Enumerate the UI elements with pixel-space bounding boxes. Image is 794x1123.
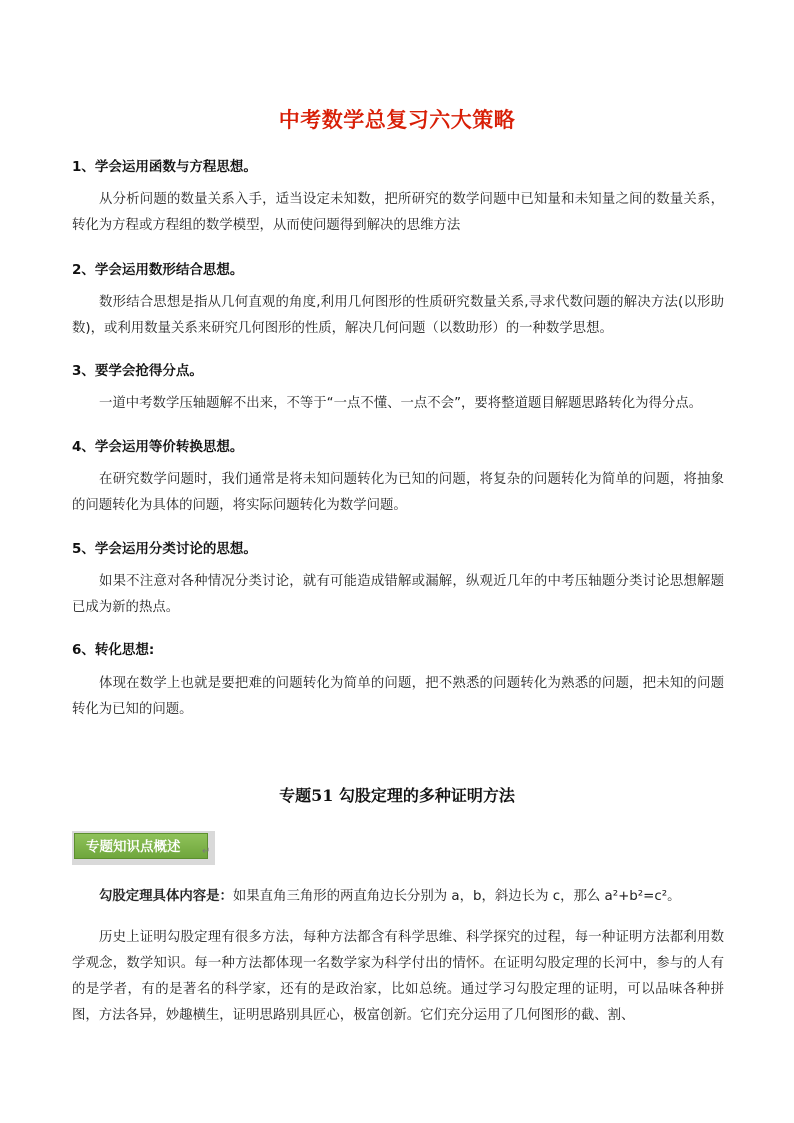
- strategy-1-body: 从分析问题的数量关系入手，适当设定未知数，把所研究的数学问题中已知量和未知量之间的数量关系，转化为方程或方程组的数学模型，从而使问题得到解决的思维方法: [72, 192, 724, 233]
- return-mark-icon: ↵: [202, 846, 211, 857]
- strategy-3-heading: 3、要学会抢得分点。: [72, 363, 203, 379]
- page-title: 中考数学总复习六大策略: [278, 108, 516, 132]
- strategy-6-body: 体现在数学上也就是要把难的问题转化为简单的问题，把不熟悉的问题转化为熟悉的问题，把未知的问题转化为已知的问题。: [72, 676, 724, 717]
- theorem-statement: [72, 884, 724, 910]
- strategy-5-heading: 5、学会运用分类讨论的思想。: [72, 541, 257, 557]
- topic-title: 专题51 勾股定理的多种证明方法: [279, 786, 515, 805]
- topic-badge-shadow: [72, 831, 215, 865]
- strategy-4-heading: 4、学会运用等价转换思想。: [72, 439, 244, 455]
- strategy-4-body: 在研究数学问题时，我们通常是将未知问题转化为已知的问题，将复杂的问题转化为简单的问题，将抽象的问题转化为具体的问题，将实际问题转化为数学问题。: [72, 472, 724, 513]
- history-paragraph: 历史上证明勾股定理有很多方法，每种方法都含有科学思维、科学探究的过程，每一种证明方法都利用数学观念，数学知识。每一种方法都体现一名数学家为科学付出的情怀。在证明勾股定理的长河中，参与的人有的是学者，有的是著名的科学家，还有的是政治家，比如总统。通过学习勾股定理的证明，可以品味各种拼图，方法各异，妙趣横生，证明思路别具匠心，极富创新。它们充分运用了几何图形的截、割、: [72, 930, 724, 1023]
- strategy-3-body: 一道中考数学压轴题解不出来，不等于“一点不懂、一点不会”，要将整道题目解题思路转化为得分点。: [99, 396, 703, 411]
- strategy-1-heading: 1、学会运用函数与方程思想。: [72, 159, 257, 175]
- strategy-2-body: 数形结合思想是指从几何直观的角度,利用几何图形的性质研究数量关系,寻求代数问题的解决方法(以形助数)，或利用数量关系来研究几何图形的性质，解决几何问题（以数助形）的一种数学思想。: [72, 295, 724, 336]
- theorem-label: 勾股定理具体内容是：: [99, 889, 233, 904]
- topic-badge: 专题知识点概述: [74, 833, 208, 859]
- strategy-5-body: 如果不注意对各种情况分类讨论，就有可能造成错解或漏解，纵观近几年的中考压轴题分类讨论思想解题已成为新的热点。: [72, 574, 724, 615]
- strategy-6-heading: 6、转化思想:: [72, 642, 155, 658]
- strategy-2-heading: 2、学会运用数形结合思想。: [72, 262, 244, 278]
- theorem-text: 如果直角三角形的两直角边长分别为 a，b，斜边长为 c，那么 a²+b²=c²。: [232, 889, 681, 904]
